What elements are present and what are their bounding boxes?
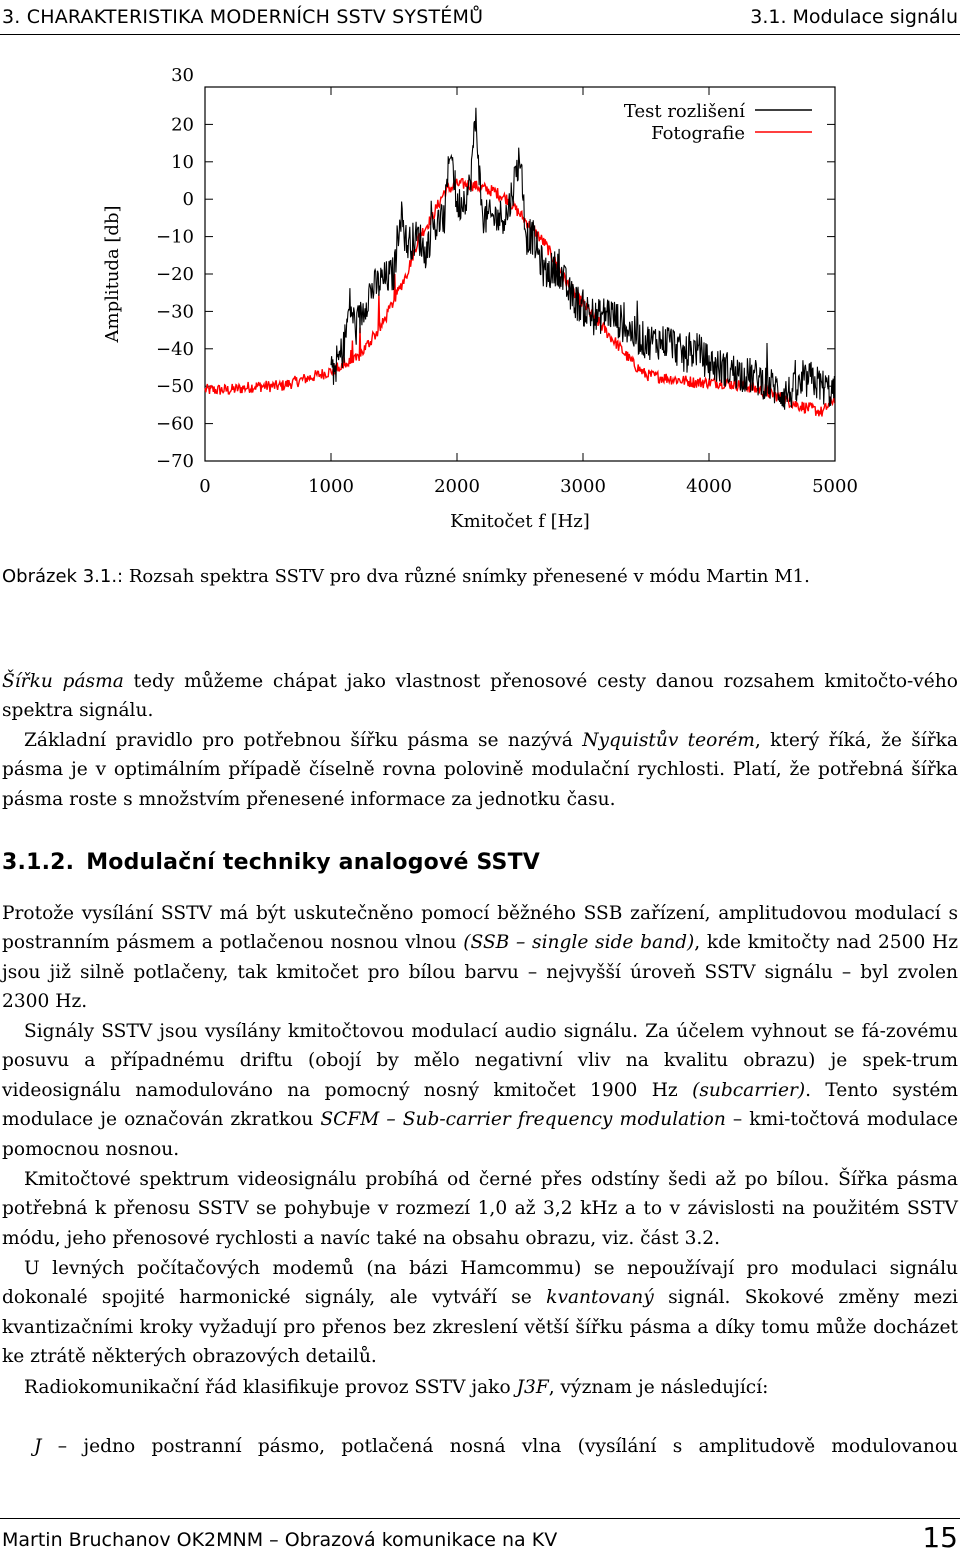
page-number: 15 xyxy=(922,1521,958,1554)
paragraph-ssb xyxy=(2,899,958,1017)
paragraph-nyquist xyxy=(2,726,958,814)
term-scfm: SCFM – Sub-carrier frequency modulation xyxy=(320,1109,726,1131)
paragraph-text: , který říká, že šířka pásma je v optimálním případě číselně rovna polovině modulační rychlosti. Platí, že potřebná šířka pásma roste s množstvím přenesené informace za jednotku času. xyxy=(2,730,958,810)
y-tick-label: −60 xyxy=(156,413,194,435)
chapter-title: 3. CHARAKTERISTIKA MODERNÍCH SSTV SYSTÉMŮ xyxy=(2,6,484,28)
paragraph-text: Radiokomunikační řád klasifikuje provoz SSTV jako xyxy=(24,1377,517,1398)
y-tick-label: −70 xyxy=(156,451,194,472)
y-tick-label: −20 xyxy=(156,264,194,285)
term-nyquist: Nyquistův teorém xyxy=(582,730,755,751)
series-line-test xyxy=(331,108,835,410)
y-tick-label: 10 xyxy=(171,151,194,173)
y-axis-label: Amplituda [db] xyxy=(102,205,123,343)
paragraph-spectrum xyxy=(2,1165,958,1253)
paragraph-text: . Tento systém modulace je označován zkratkou xyxy=(2,1079,958,1131)
y-tick-label: −30 xyxy=(156,301,194,323)
figure xyxy=(0,40,960,560)
x-tick-label: 4000 xyxy=(686,476,732,497)
spectrum-chart xyxy=(0,40,960,560)
term-quantized: kvantovaný xyxy=(546,1287,654,1309)
section-number: 3.1.2. xyxy=(2,850,75,875)
paragraph-j3f xyxy=(2,1373,958,1402)
legend-label-foto: Fotografie xyxy=(651,123,745,144)
x-axis-label: Kmitočet f [Hz] xyxy=(450,511,590,532)
y-tick-label: −10 xyxy=(156,226,194,248)
paragraph-text: Protože vysílání SSTV má být uskutečněno pomocí běžného SSB zařízení, amplitudovou modulací s postranním pásmem a potlačenou nosnou vlnou xyxy=(2,903,958,954)
section-heading xyxy=(2,850,540,875)
y-tick-label: 0 xyxy=(182,189,194,211)
paragraph-text: – kmi-točtová modulace pomocnou nosnou. xyxy=(2,1109,959,1160)
legend-label-test: Test rozlišení xyxy=(623,101,745,122)
figure-caption xyxy=(2,566,958,587)
x-tick-label: 3000 xyxy=(560,476,606,497)
footer-author: Martin Bruchanov OK2MNM – Obrazová komunikace na KV xyxy=(2,1529,558,1551)
section-title: 3.1. Modulace signálu xyxy=(750,6,958,28)
term-ssb: (SSB – single side band) xyxy=(463,932,695,954)
caption-label: Obrázek 3.1.: xyxy=(2,566,124,587)
x-tick-label: 0 xyxy=(199,476,211,497)
paragraph-text: , kde kmitočty nad 2500 Hz jsou již silně potlačeny, tak kmitočet pro bílou barvu – nejvyšší úroveň SSTV signálu – byl zvolen 2300 Hz. xyxy=(2,932,958,1013)
term-j3f: J3F xyxy=(516,1377,549,1398)
caption-text: Rozsah spektra SSTV pro dva různé snímky přenesené v módu Martin M1. xyxy=(128,566,810,587)
legend xyxy=(624,101,812,144)
y-tick-label: −40 xyxy=(156,338,194,360)
x-tick-label: 5000 xyxy=(812,476,858,497)
paragraph-modems xyxy=(2,1254,958,1372)
paragraph-text: U levných počítačových modemů (na bázi Hamcommu) se nepoužívají pro modulaci signálu dokonalé spojité harmonické signály, ale vytváří se xyxy=(2,1258,958,1309)
list-term: J xyxy=(34,1436,42,1457)
section-title-text: Modulační techniky analogové SSTV xyxy=(86,850,541,875)
paragraph-text: Kmitočtové spektrum videosignálu probíhá od černé přes odstíny šedi až po bílou. Šířka pásma potřebná k přenosu SSTV se pohybuje v rozmezí 1,0 až 3,2 kHz a to v závislosti na použitém SSTV módu, jeho přenosové rychlosti a navíc také na obsahu obrazu, viz. část 3.2. xyxy=(2,1169,958,1249)
paragraph-text: signál. Skokové změny mezi kvantizačními kroky vyžadují pro přenos bez zkreslení větší šířku pásma a díky tomu může docházet ke ztrátě některých obrazových detailů. xyxy=(2,1287,958,1368)
page-footer xyxy=(0,1518,960,1562)
paragraph-text: , význam je následující: xyxy=(548,1377,769,1398)
running-header xyxy=(0,0,960,35)
list-item xyxy=(34,1432,958,1461)
paragraph-bandwidth xyxy=(2,667,958,726)
term-bandwidth: Šířku pásma xyxy=(2,671,124,692)
x-tick-label: 1000 xyxy=(308,476,354,497)
y-tick-label: −50 xyxy=(156,376,194,398)
y-tick-label: 30 xyxy=(171,65,194,86)
term-subcarrier: (subcarrier) xyxy=(692,1079,806,1101)
paragraph-scfm xyxy=(2,1017,958,1164)
paragraph-text: Základní pravidlo pro potřebnou šířku pásma se nazývá xyxy=(24,730,583,751)
y-tick-label: 20 xyxy=(171,114,194,136)
x-tick-label: 2000 xyxy=(434,476,480,497)
paragraph-text: tedy můžeme chápat jako vlastnost přenosové cesty danou rozsahem kmitočto-vého spektra signálu. xyxy=(2,671,958,722)
list-text: – jedno postranní pásmo, potlačená nosná vlna (vysílání s amplitudově modulovanou xyxy=(41,1436,958,1457)
paragraph-text: Signály SSTV jsou vysílány kmitočtovou modulací audio signálu. Za účelem vyhnout se fá-zovému posuvu a případnému driftu (obojí by mělo negativní vliv na kvalitu obrazu) je spek-trum videosignálu namodulováno na pomocný nosný kmitočet 1900 Hz xyxy=(2,1021,958,1101)
